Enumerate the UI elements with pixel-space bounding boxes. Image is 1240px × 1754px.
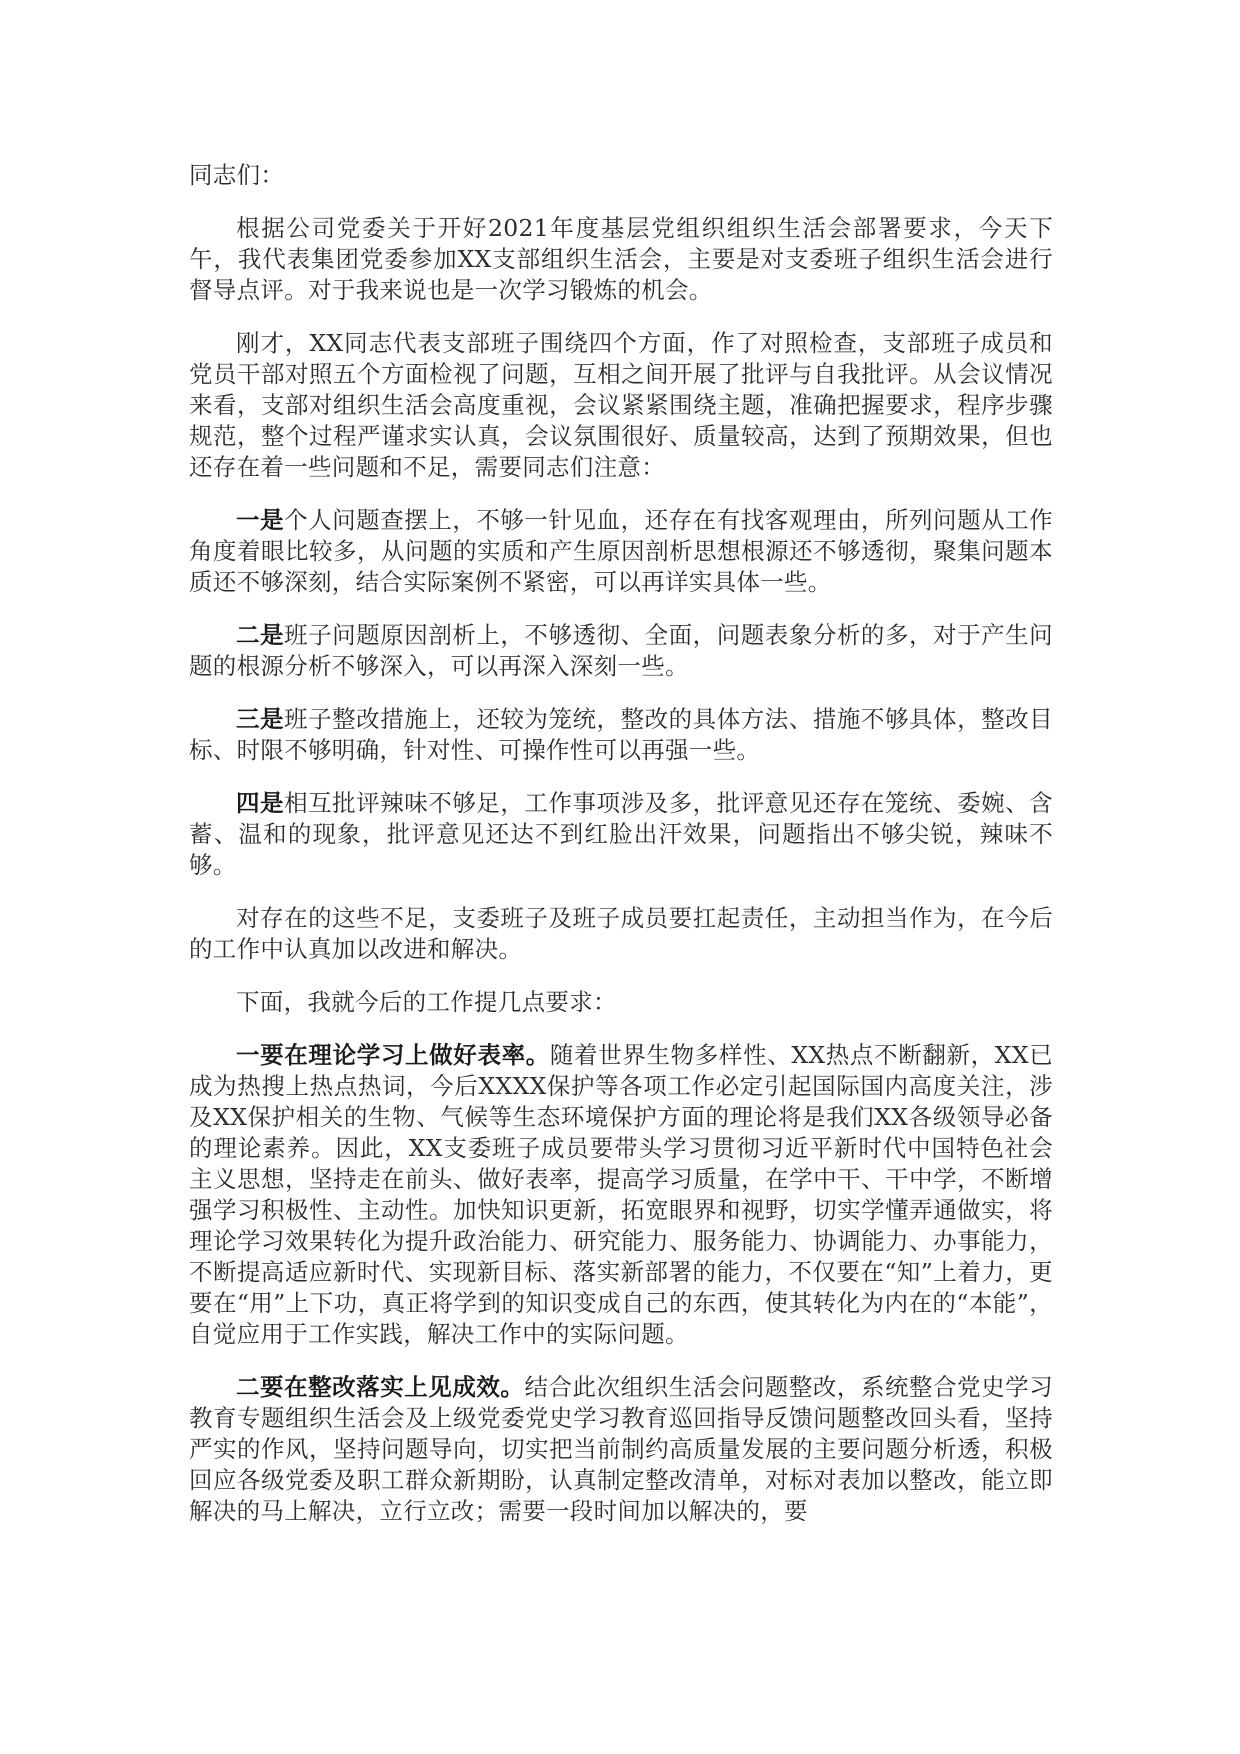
- paragraph-lead: 二要在整改落实上见成效。: [236, 1373, 525, 1401]
- paragraph-lead: 四是: [236, 789, 285, 817]
- paragraph-text: 对存在的这些不足，支委班子及班子成员要扛起责任，主动担当作为，在今后的工作中认真加以改进和解决。: [189, 904, 1053, 963]
- paragraph-issue-3: [189, 704, 1053, 766]
- paragraph-lead: 三是: [236, 705, 285, 733]
- paragraph-issue-2: [189, 620, 1053, 682]
- paragraph-responsibility: [189, 903, 1053, 965]
- paragraph-lead: 二是: [236, 621, 285, 649]
- paragraph-lead: 一要在理论学习上做好表率。: [236, 1041, 550, 1069]
- paragraph-requirements-intro: [189, 987, 1053, 1018]
- paragraph-assessment: [189, 328, 1053, 483]
- paragraph-issue-4: [189, 788, 1053, 881]
- paragraph-requirement-2: [189, 1372, 1053, 1527]
- paragraph-text: 结合此次组织生活会问题整改，系统整合党史学习教育专题组织生活会及上级党委党史学习教育巡回指导反馈问题整改回头看，坚持严实的作风，坚持问题导向，切实把当前制约高质量发展的主要问题分析透，积极回应各级党委及职工群众新期盼，认真制定整改清单，对标对表加以整改，能立即解决的马上解决，立行立改；需要一段时间加以解决的，要: [189, 1373, 1053, 1525]
- paragraph-text: 班子整改措施上，还较为笼统，整改的具体方法、措施不够具体，整改目标、时限不够明确，针对性、可操作性可以再强一些。: [189, 705, 1053, 764]
- paragraph-text: 随着世界生物多样性、XX热点不断翻新，XX已成为热搜上热点热词，今后XXXX保护等各项工作必定引起国际国内高度关注，涉及XX保护相关的生物、气候等生态环境保护方面的理论将是我们XX各级领导必备的理论素养。因此，XX支委班子成员要带头学习贯彻习近平新时代中国特色社会主义思想，坚持走在前头、做好表率，提高学习质量，在学中干、干中学，不断增强学习积极性、主动性。加快知识更新，拓宽眼界和视野，切实学懂弄通做实，将理论学习效果转化为提升政治能力、研究能力、服务能力、协调能力、办事能力，不断提高适应新时代、实现新目标、落实新部署的能力，不仅要在“知”上着力，更要在“用”上下功，真正将学到的知识变成自己的东西，使其转化为内在的“本能”，自觉应用于工作实践，解决工作中的实际问题。: [189, 1041, 1053, 1348]
- document-page: [189, 160, 1053, 1549]
- paragraph-text: 根据公司党委关于开好2021年度基层党组织组织生活会部署要求，今天下午，我代表集团党委参加XX支部组织生活会，主要是对支委班子组织生活会进行督导点评。对于我来说也是一次学习锻炼的机会。: [189, 214, 1053, 304]
- paragraph-lead: 一是: [236, 506, 285, 534]
- paragraph-issue-1: [189, 505, 1053, 598]
- paragraph-requirement-1: [189, 1040, 1053, 1350]
- paragraph-text: 下面，我就今后的工作提几点要求：: [236, 988, 617, 1016]
- paragraph-text: 刚才，XX同志代表支部班子围绕四个方面，作了对照检查，支部班子成员和党员干部对照五个方面检视了问题，互相之间开展了批评与自我批评。从会议情况来看，支部对组织生活会高度重视，会议紧紧围绕主题，准确把握要求，程序步骤规范，整个过程严谨求实认真，会议氛围很好、质量较高，达到了预期效果，但也还存在着一些问题和不足，需要同志们注意：: [189, 329, 1053, 481]
- paragraph-text: 相互批评辣味不够足，工作事项涉及多，批评意见还存在笼统、委婉、含蓄、温和的现象，批评意见还达不到红脸出汗效果，问题指出不够尖锐，辣味不够。: [189, 789, 1053, 879]
- salutation: 同志们：: [189, 161, 285, 189]
- paragraph-intro: [189, 213, 1053, 306]
- paragraph-text: 班子问题原因剖析上，不够透彻、全面，问题表象分析的多，对于产生问题的根源分析不够深入，可以再深入深刻一些。: [189, 621, 1053, 680]
- paragraph-text: 个人问题查摆上，不够一针见血，还存在有找客观理由，所列问题从工作角度着眼比较多，从问题的实质和产生原因剖析思想根源还不够透彻，聚集问题本质还不够深刻，结合实际案例不紧密，可以再详实具体一些。: [189, 506, 1053, 596]
